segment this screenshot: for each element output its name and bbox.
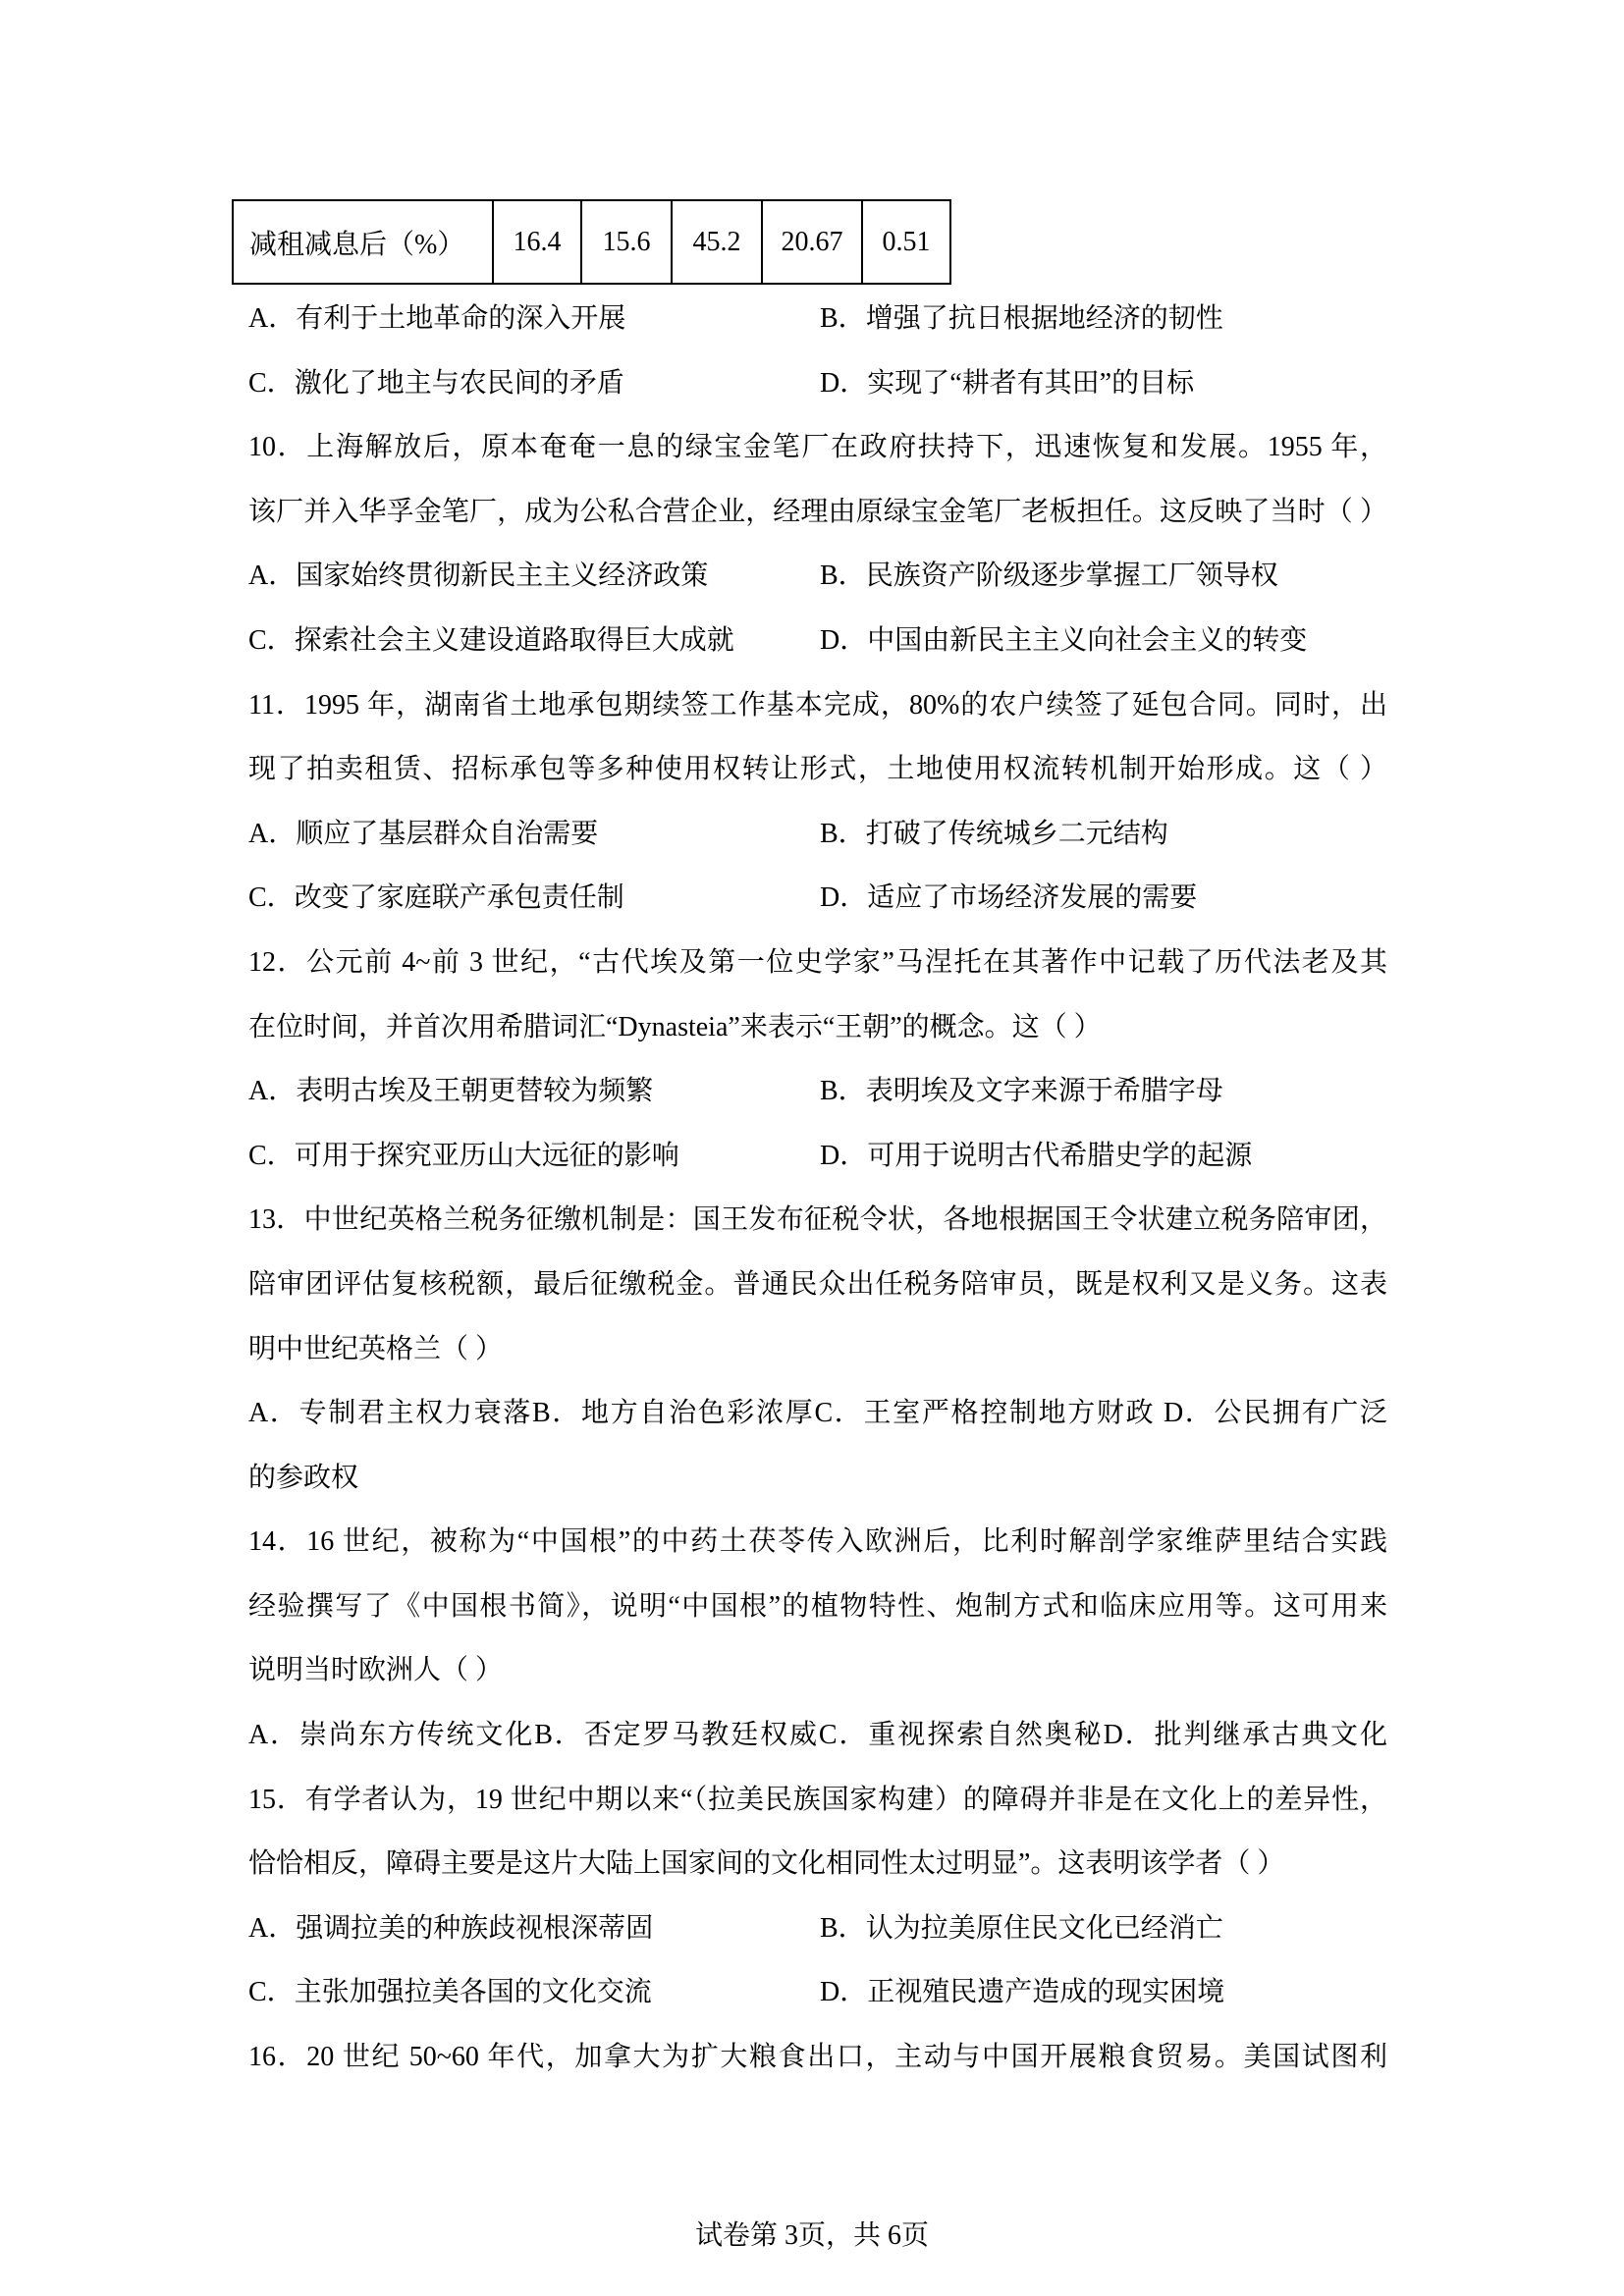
option-text: 顺应了基层群众自治需要 [296, 818, 599, 849]
question-content [248, 287, 1387, 2090]
question-stem-line: 经验撰写了《中国根书简》，说明“中国根”的植物特性、炮制方式和临床应用等。这可用来 [248, 1590, 1387, 1622]
option-text: 专制君主权力衰落 [298, 1398, 532, 1429]
option-c [819, 1720, 1104, 1750]
option-c [248, 609, 820, 673]
option-text: 民族资产阶级逐步掌握工厂领导权 [865, 561, 1278, 592]
option-c [248, 1960, 820, 2025]
option-label: D． [1103, 1720, 1155, 1751]
question-stem-line: 明中世纪英格兰（ ） [248, 1333, 504, 1364]
options-row [248, 802, 1387, 867]
option-label: A． [248, 561, 297, 592]
option-text: 崇尚东方传统文化 [299, 1720, 535, 1751]
options-row [248, 609, 1387, 673]
option-label: A． [248, 303, 297, 334]
option-label: C． [248, 1977, 295, 2008]
option-text: 有利于土地革命的深入开展 [296, 303, 626, 334]
option-text: 正视殖民遗产造成的现实困境 [867, 1977, 1225, 2008]
option-label: D． [820, 624, 868, 656]
option-label: A． [248, 818, 297, 849]
options-row [248, 351, 1387, 416]
table-cell: 16.4 [493, 200, 581, 284]
question-stem-line: 15．有学者认为，19 世纪中期以来“（拉美民族国家构建）的障碍并非是在文化上的差异性， [248, 1784, 1387, 1815]
options-row [248, 287, 1387, 351]
option-c [248, 1124, 820, 1189]
table-cell: 45.2 [672, 200, 762, 284]
option-text: 重视探索自然奥秘 [868, 1720, 1104, 1751]
option-text: 否定罗马教廷权威 [583, 1720, 819, 1751]
table-row [233, 200, 950, 284]
question-stem-line: 14．16 世纪，被称为“中国根”的中药土茯苓传入欧洲后，比利时解剖学家维萨里结合实践 [248, 1526, 1387, 1558]
option-label: D． [1163, 1398, 1215, 1429]
option-c [248, 866, 820, 931]
options-row [248, 1124, 1387, 1189]
options-row [248, 544, 1387, 609]
option-a [248, 287, 820, 351]
options-row [248, 1059, 1387, 1124]
option-a [248, 802, 820, 867]
option-b [820, 544, 1278, 609]
option-d [820, 1124, 1252, 1189]
option-text: 批判继承古典文化 [1154, 1720, 1387, 1751]
option-d [1104, 1720, 1387, 1750]
option-label: B． [820, 561, 866, 592]
option-label: A． [248, 1398, 299, 1429]
question-stem-line: 12．公元前 4~前 3 世纪，“古代埃及第一位史学家”马涅托在其著作中记载了历代法老及其 [248, 946, 1387, 978]
option-text: 表明埃及文字来源于希腊字母 [865, 1076, 1223, 1107]
option-label: D． [820, 367, 868, 399]
option-b [532, 1398, 814, 1428]
option-d [820, 609, 1307, 673]
question-stem-line: 现了拍卖租赁、招标承包等多种使用权转让形式，土地使用权流转机制开始形成。这（ ） [248, 754, 1387, 785]
option-label: C． [248, 367, 295, 399]
option-label: B． [534, 1720, 584, 1751]
question-stem-line: 16．20 世纪 50~60 年代，加拿大为扩大粮食出口，主动与中国开展粮食贸易。美国试图利 [248, 2042, 1387, 2073]
option-c [814, 1398, 1155, 1428]
option-label: B． [820, 303, 866, 334]
option-label: D． [820, 1977, 868, 2008]
option-a [248, 1896, 820, 1961]
option-text: 可用于探究亚历山大远征的影响 [294, 1140, 679, 1171]
question-stem-line: 11．1995 年，湖南省土地承包期续签工作基本完成，80%的农户续签了延包合同。同时，出 [248, 689, 1387, 721]
option-text: 探索社会主义建设道路取得巨大成就 [294, 624, 734, 656]
option-label: A． [248, 1076, 297, 1107]
option-label: B． [820, 1076, 866, 1107]
option-text: 激化了地主与农民间的矛盾 [294, 367, 624, 399]
option-label: A． [248, 1912, 297, 1944]
option-a [248, 1398, 532, 1428]
option-d [820, 1960, 1224, 2025]
option-text: 王室严格控制地方财政 [863, 1398, 1156, 1429]
option-b [534, 1720, 819, 1750]
option-label: D． [820, 1140, 868, 1171]
option-c [248, 351, 820, 416]
question-stem-line: 在位时间，并首次用希腊词汇“Dynasteia”来表示“王朝”的概念。这（ ） [248, 1011, 1102, 1042]
options-row [248, 1896, 1387, 1961]
question-stem-line: 13．中世纪英格兰税务征缴机制是：国王发布征税令状，各地根据国王令状建立税务陪审团， [248, 1204, 1387, 1236]
option-label: C． [814, 1398, 864, 1429]
option-d-continued: 的参政权 [248, 1462, 359, 1493]
option-a [248, 544, 820, 609]
option-text: 适应了市场经济发展的需要 [867, 882, 1198, 914]
option-label: B． [820, 1912, 866, 1944]
option-text: 可用于说明古代希腊史学的起源 [867, 1140, 1253, 1171]
option-b [820, 287, 1223, 351]
question-stem-line: 陪审团评估复核税额，最后征缴税金。普通民众出任税务陪审员，既是权利又是义务。这表 [248, 1268, 1387, 1300]
page-footer: 试卷第 3页，共 6页 [694, 2220, 929, 2251]
option-label: D． [820, 882, 868, 914]
options-inline-row [248, 1703, 1387, 1768]
option-text: 主张加强拉美各国的文化交流 [294, 1977, 652, 2008]
options-row [248, 1960, 1387, 2025]
option-label: A． [248, 1720, 300, 1751]
question-stem-line: 该厂并入华孚金笔厂，成为公私合营企业，经理由原绿宝金笔厂老板担任。这反映了当时（ ） [248, 496, 1387, 527]
option-label: C． [248, 624, 295, 656]
option-label: B． [820, 818, 866, 849]
option-text: 认为拉美原住民文化已经消亡 [865, 1912, 1223, 1944]
option-text: 地方自治色彩浓厚 [581, 1398, 815, 1429]
option-b [820, 1896, 1223, 1961]
options-inline-row [248, 1381, 1387, 1446]
option-text: 中国由新民主主义向社会主义的转变 [867, 624, 1308, 656]
option-d [820, 351, 1194, 416]
option-b [820, 1059, 1223, 1124]
table-cell: 20.67 [762, 200, 862, 284]
data-table [232, 199, 951, 285]
options-row [248, 866, 1387, 931]
option-a [248, 1059, 820, 1124]
question-stem-line: 恰恰相反，障碍主要是这片大陆上国家间的文化相同性太过明显”。这表明该学者（ ） [248, 1848, 1285, 1880]
option-label: B． [532, 1398, 582, 1429]
table-row-label: 减租减息后（%） [233, 200, 493, 284]
option-d [820, 866, 1197, 931]
table-cell: 15.6 [581, 200, 672, 284]
option-text: 增强了抗日根据地经济的韧性 [865, 303, 1223, 334]
option-b [820, 802, 1168, 867]
option-text: 国家始终贯彻新民主主义经济政策 [296, 561, 709, 592]
option-text: 表明古埃及王朝更替较为频繁 [296, 1076, 654, 1107]
option-text: 改变了家庭联产承包责任制 [294, 882, 624, 914]
option-text: 打破了传统城乡二元结构 [865, 818, 1168, 849]
option-label: C． [248, 882, 295, 914]
question-stem-line: 10．上海解放后，原本奄奄一息的绿宝金笔厂在政府扶持下，迅速恢复和发展。1955 年， [248, 432, 1387, 463]
option-label: C． [818, 1720, 869, 1751]
table-cell: 0.51 [862, 200, 950, 284]
option-text: 公民拥有广泛 [1214, 1398, 1387, 1429]
option-label: C． [248, 1140, 295, 1171]
option-text: 强调拉美的种族歧视根深蒂固 [296, 1912, 654, 1944]
option-text: 实现了“耕者有其田”的目标 [867, 367, 1195, 399]
option-d [1164, 1398, 1387, 1428]
question-stem-line: 说明当时欧洲人（ ） [248, 1655, 504, 1686]
option-a [248, 1720, 534, 1750]
